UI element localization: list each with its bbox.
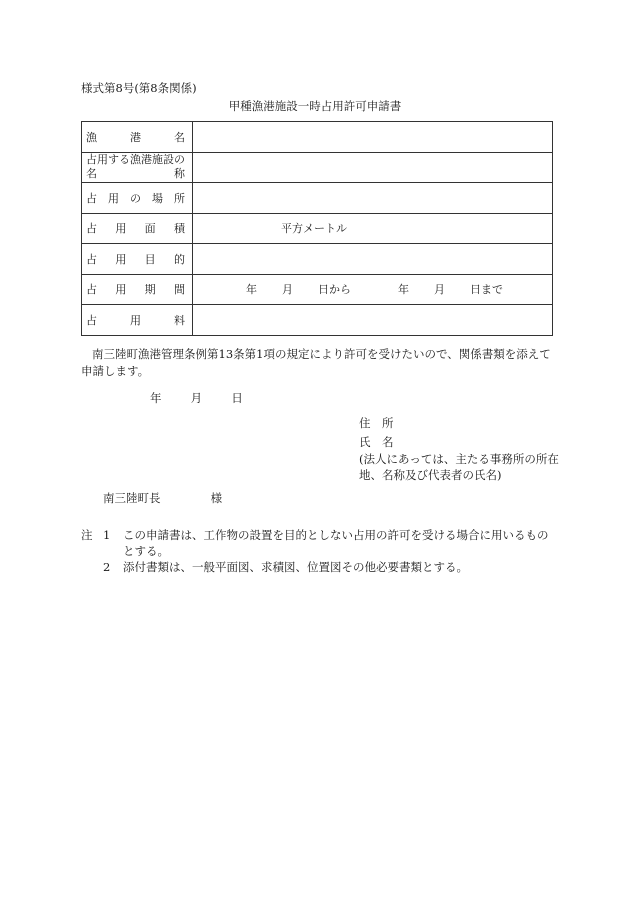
period-from-month: 月: [282, 283, 293, 297]
notes-section: [81, 527, 553, 575]
label-line1: 占用する漁港施設の: [86, 153, 185, 167]
period-from-year: 年: [246, 283, 257, 297]
table-row: [82, 274, 553, 305]
note-text: この申請書は、工作物の設置を目的としない占用の許可を受ける場合に用いるものとする。: [123, 528, 549, 558]
label-fishing-port-name: [82, 122, 193, 153]
note-spacer: [81, 559, 103, 575]
label-occupancy-area: [82, 213, 193, 244]
table-row: [82, 213, 553, 244]
label-facility-name: [82, 152, 193, 183]
label-char: 名: [174, 130, 185, 144]
corporate-note: (法人にあっては、主たる事務所の所在地、名称及び代表者の氏名): [359, 452, 559, 482]
table-row: [82, 305, 553, 336]
value-occupancy-period[interactable]: [193, 274, 553, 305]
label-char: 称: [174, 167, 185, 181]
note-number: 2: [103, 560, 111, 574]
table-row: [82, 244, 553, 275]
value-fishing-port-name[interactable]: [193, 122, 553, 153]
statement-text: 南三陸町漁港管理条例第13条第1項の規定により許可を受けたいので、関係書類を添えて申請します。: [81, 347, 551, 378]
period-to-day: 日まで: [470, 283, 503, 297]
label-char: 占: [86, 283, 97, 297]
label-char: 港: [130, 130, 141, 144]
form-reference: 様式第8号(第8条関係): [81, 81, 197, 95]
note-text: 添付書類は、一般平面図、求積図、位置図その他必要書類とする。: [123, 560, 468, 574]
value-occupancy-purpose[interactable]: [193, 244, 553, 275]
value-occupancy-fee[interactable]: [193, 305, 553, 336]
addressee-honorific: 様: [210, 491, 223, 505]
applicant-address-label: 住 所: [359, 416, 394, 430]
applicant-name-label: 氏 名: [359, 435, 394, 449]
table-row: [82, 183, 553, 214]
label-char: 名: [86, 167, 97, 181]
label-char: 間: [173, 283, 185, 297]
value-occupancy-place[interactable]: [193, 183, 553, 214]
label-occupancy-period: [82, 274, 193, 305]
table-row: [82, 122, 553, 153]
label-char: 期: [144, 283, 156, 297]
application-statement: [81, 346, 553, 380]
label-char: 用: [115, 222, 127, 236]
label-char: 占: [86, 191, 97, 205]
label-char: 用: [115, 283, 127, 297]
note-item: [81, 527, 553, 559]
label-char: 占: [86, 252, 97, 266]
label-char: 用: [115, 252, 127, 266]
application-date: [150, 390, 243, 406]
label-char: 料: [174, 313, 185, 327]
period-from-day: 日から: [318, 283, 351, 297]
period-to-month: 月: [434, 283, 445, 297]
value-facility-name[interactable]: [193, 152, 553, 183]
label-occupancy-purpose: [82, 244, 193, 275]
label-occupancy-fee: [82, 305, 193, 336]
period-to-year: 年: [398, 283, 409, 297]
value-occupancy-area[interactable]: [193, 213, 553, 244]
addressee-name: 南三陸町長: [103, 491, 161, 505]
label-char: 目: [144, 252, 156, 266]
label-char: 用: [130, 313, 141, 327]
label-char: 所: [174, 191, 185, 205]
application-table: [81, 121, 553, 336]
table-row: [82, 152, 553, 183]
addressee: [103, 490, 222, 506]
notes-heading: 注: [81, 528, 93, 542]
label-occupancy-place: [82, 183, 193, 214]
label-char: 占: [86, 222, 97, 236]
area-unit: 平方メートル: [281, 222, 347, 236]
date-year: 年: [150, 391, 162, 405]
label-char: 占: [86, 313, 97, 327]
label-char: 的: [173, 252, 185, 266]
date-month: 月: [190, 391, 203, 405]
label-char: 漁: [86, 130, 97, 144]
label-char: の: [130, 191, 141, 205]
document-title: 甲種漁港施設一時占用許可申請書: [228, 99, 402, 113]
label-char: 面: [144, 222, 156, 236]
note-number: 1: [103, 528, 111, 542]
note-item: [81, 559, 553, 575]
label-char: 用: [108, 191, 119, 205]
label-char: 場: [152, 191, 163, 205]
label-char: 積: [173, 222, 185, 236]
date-day: 日: [231, 391, 243, 405]
